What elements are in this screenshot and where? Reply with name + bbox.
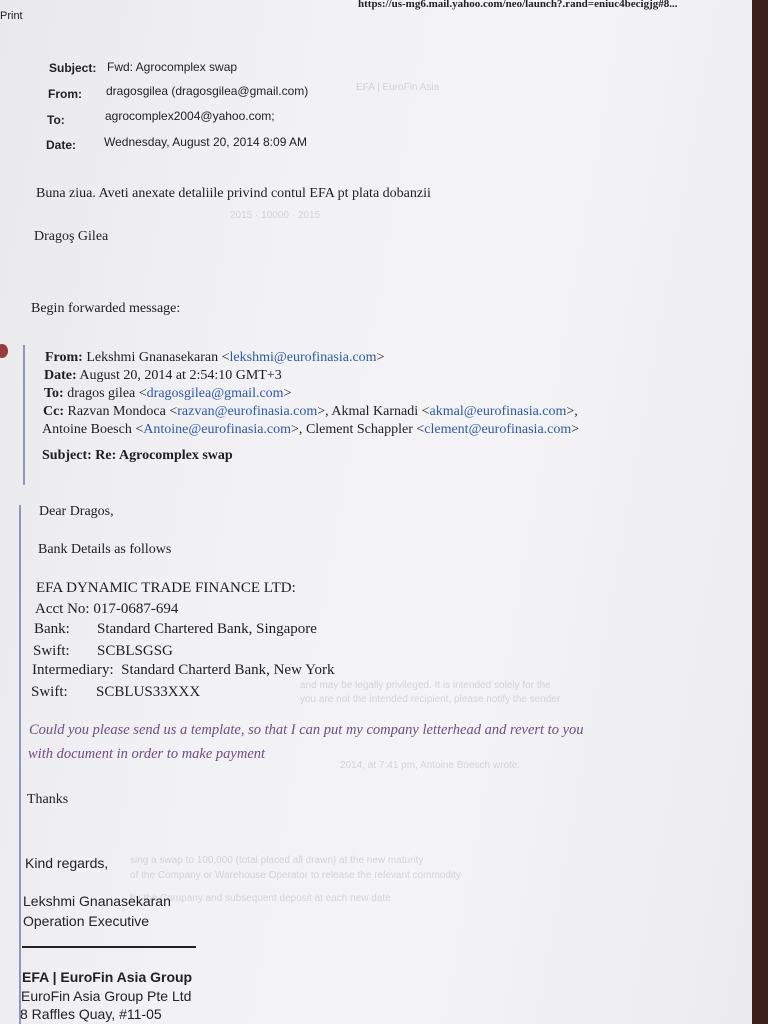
acct-line: Acct No: 017-0687-694 [35, 601, 179, 617]
swift2-label: Swift: [31, 684, 68, 700]
cc2-email[interactable]: akmal@eurofinasia.com [429, 404, 567, 419]
quote-bar [23, 345, 25, 485]
greeting: Dear Dragos, [39, 504, 114, 519]
cc4-email[interactable]: clement@eurofinasia.com [424, 422, 572, 437]
fwd-to-email[interactable]: dragosgilea@gmail.com [146, 386, 284, 401]
company-address: 8 Raffles Quay, #11-05 [20, 1006, 162, 1022]
bank-value: Standard Chartered Bank, Singapore [97, 621, 317, 637]
subject-value: Fwd: Agrocomplex swap [107, 60, 238, 74]
org-name: EFA | EuroFin Asia Group [22, 969, 193, 985]
cc1-email[interactable]: razvan@eurofinasia.com [177, 404, 318, 419]
fwd-subject-line: Subject: Re: Agrocomplex swap [42, 448, 233, 463]
bleed-through-text: 2014, at 7:41 pm, Antoine Boesch wrote: [340, 760, 521, 771]
thanks: Thanks [27, 792, 69, 807]
intermediary-line: Intermediary: Standard Charterd Bank, New York [32, 662, 335, 678]
from-label: From: [48, 87, 82, 101]
swift-label: Swift: [33, 643, 70, 659]
date-label: Date: [46, 138, 77, 152]
bleed-through-text: by the Company and subsequent deposit at each new date [130, 893, 391, 904]
subject-label: Subject: [49, 61, 97, 75]
fwd-cc-line: Cc: Razvan Mondoca <razvan@eurofinasia.com>, Akmal Karnadi <akmal@eurofinasia.com>, [43, 404, 578, 419]
company-name: EFA DYNAMIC TRADE FINANCE LTD: [36, 580, 296, 596]
swift2-value: SCBLUS33XXX [96, 684, 201, 700]
signature-name: Lekshmi Gnanasekaran [23, 893, 171, 909]
bank-intro: Bank Details as follows [38, 542, 172, 557]
to-label: To: [47, 113, 65, 127]
bank-label: Bank: [34, 621, 70, 637]
to-value: agrocomplex2004@yahoo.com; [105, 109, 275, 123]
regards: Kind regards, [25, 855, 109, 871]
fwd-from-line: From: Lekshmi Gnanasekaran <lekshmi@eurofinasia.com> [45, 350, 385, 365]
bleed-through-text: EFA | EuroFin Asia [356, 82, 440, 93]
fwd-from-email[interactable]: lekshmi@eurofinasia.com [229, 350, 377, 365]
punch-hole [0, 344, 8, 358]
forward-line: Begin forwarded message: [31, 301, 181, 316]
url-line: https://us-mg6.mail.yahoo.com/neo/launch?.rand=eniuc4becigjg#8... [358, 0, 678, 10]
print-label: Print [0, 10, 23, 22]
swift-value: SCBLSGSG [97, 643, 173, 659]
from-value: dragosgilea (dragosgilea@gmail.com) [106, 84, 309, 98]
bleed-through-text: sing a swap to 100,000 (total placed all drawn) at the new maturity [130, 855, 424, 866]
bleed-through-text: you are not the intended recipient, please notify the sender [300, 694, 561, 705]
fwd-cc-line-2: Antoine Boesch <Antoine@eurofinasia.com>, Clement Schappler <clement@eurofinasia.com> [42, 422, 580, 437]
bleed-through-text: of the Company or Warehouse Operator to release the relevant commodity [130, 870, 461, 881]
quote-bar-body [19, 505, 21, 1024]
fwd-to-line: To: dragos gilea <dragosgilea@gmail.com> [44, 386, 292, 401]
date-value: Wednesday, August 20, 2014 8:09 AM [104, 135, 308, 149]
signature-title: Operation Executive [23, 913, 150, 929]
company-legal-name: EuroFin Asia Group Pte Ltd [21, 988, 192, 1004]
intro-text: Buna ziua. Aveti anexate detaliile privind contul EFA pt plata dobanzii [36, 186, 431, 201]
request-line-2: with document in order to make payment [28, 746, 266, 762]
fwd-date-line: Date: August 20, 2014 at 2:54:10 GMT+3 [44, 368, 282, 383]
signature-divider [22, 946, 196, 948]
bleed-through-text: 2015 · 10000 · 2015 [230, 210, 321, 221]
sender-name: Dragoş Gilea [34, 229, 109, 244]
bleed-through-text: and may be legally privileged. It is intended solely for the [300, 680, 551, 691]
cc3-email[interactable]: Antoine@eurofinasia.com [143, 422, 292, 437]
request-line-1: Could you please send us a template, so that I can put my company letterhead and revert to you [29, 722, 584, 738]
